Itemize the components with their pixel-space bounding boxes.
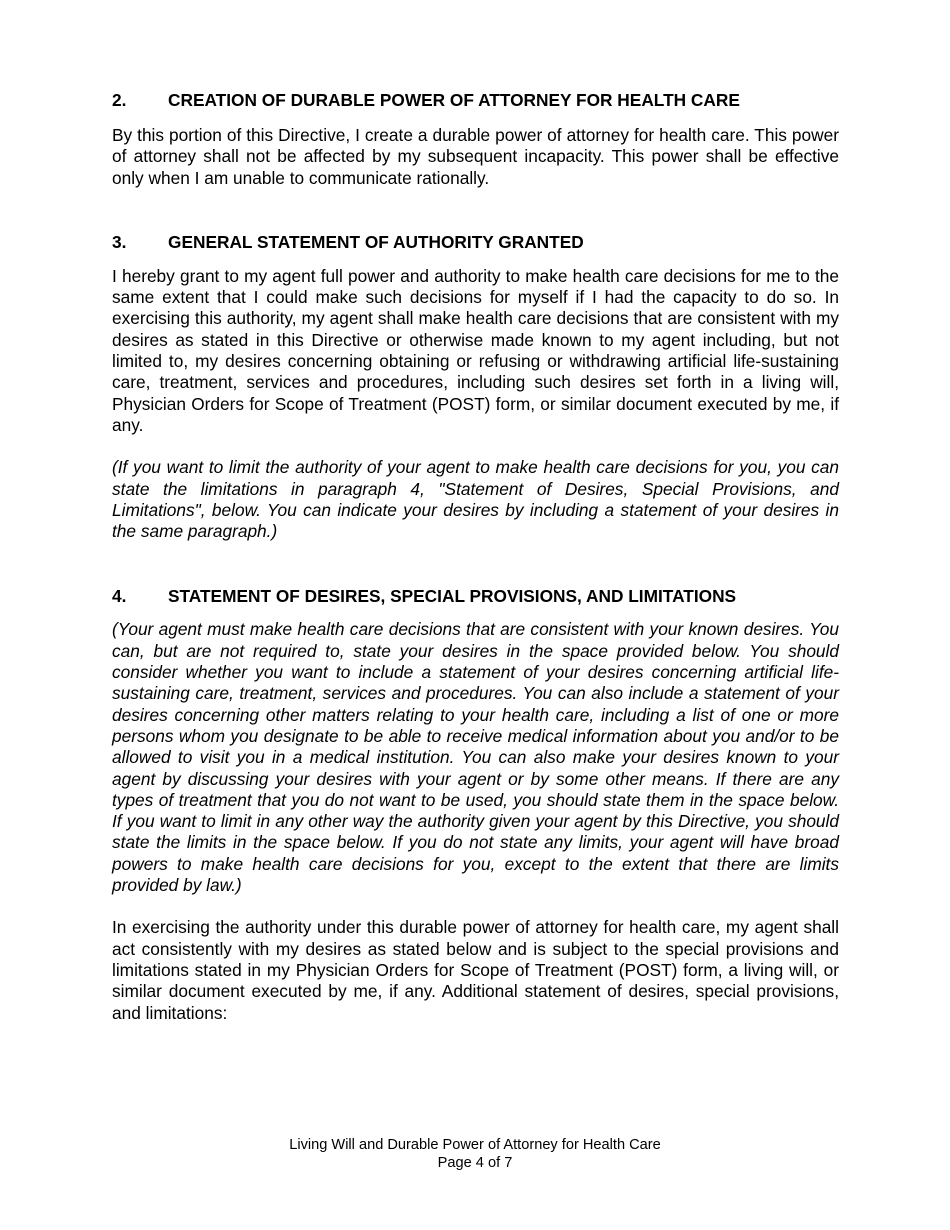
section-2: [112, 88, 839, 189]
section-number: 4.: [112, 586, 127, 607]
section-3: [112, 230, 839, 543]
body-paragraph: I hereby grant to my agent full power and authority to make health care decisions for me to the same extent that I could make such decisions for myself if I had the capacity to do so. In exercising this authority, my agent shall make health care decisions that are consistent with my desires as stated in this Directive or otherwise made known to my agent including, but not limited to, my desires concerning obtaining or refusing or withdrawing artificial life-sustaining care, treatment, services and procedures, including such desires set forth in a living will, Physician Orders for Scope of Treatment (POST) form, or similar document executed by me, if any.: [112, 265, 839, 435]
instruction-paragraph: (If you want to limit the authority of your agent to make health care decisions for you, you can state the limitations in paragraph 4, "Statement of Desires, Special Provisions, and Limitations", below. You can indicate your desires by including a statement of your desires in the same paragraph.): [112, 457, 839, 542]
body-paragraph: By this portion of this Directive, I create a durable power of attorney for health care. This power of attorney shall not be affected by my subsequent incapacity. This power shall be effective only when I am unable to communicate rationally.: [112, 125, 839, 188]
section-title: CREATION OF DURABLE POWER OF ATTORNEY FOR HEALTH CARE: [168, 90, 740, 110]
document-page: [112, 88, 839, 1024]
instruction-paragraph: (Your agent must make health care decisions that are consistent with your known desires. You can, but are not required to, state your desires in the space provided below. You should consider whether you want to include a statement of your desires concerning artificial life-sustaining care, treatment, services and procedures. You can also include a statement of your desires concerning other matters relating to your health care, including a list of one or more persons whom you designate to be able to receive medical information about you and/or to be allowed to visit you in a medical institution. You can also make your desires known to your agent by discussing your desires with your agent or by some other means. If there are any types of treatment that you do not want to be used, you should state them in the space below. If you want to limit in any other way the authority given your agent by this Directive, you should state the limits in the space below. If you do not state any limits, your agent will have broad powers to make health care decisions for you, except to the extent that there are limits provided by law.): [112, 619, 839, 896]
section-title: STATEMENT OF DESIRES, SPECIAL PROVISIONS, AND LIMITATIONS: [168, 586, 737, 607]
footer-document-title: Living Will and Durable Power of Attorney for Health Care: [289, 1137, 661, 1153]
section-4: [112, 584, 839, 1023]
section-number: 2.: [112, 90, 127, 110]
section-heading: [112, 584, 839, 608]
section-heading: [112, 88, 839, 112]
section-title: GENERAL STATEMENT OF AUTHORITY GRANTED: [168, 231, 584, 252]
section-number: 3.: [112, 231, 127, 252]
page-footer: [0, 1137, 950, 1172]
footer-page-number: Page 4 of 7: [437, 1154, 513, 1171]
section-heading: [112, 230, 839, 254]
body-paragraph: In exercising the authority under this durable power of attorney for health care, my agent shall act consistently with my desires as stated below and is subject to the special provisions and limitations stated in my Physician Orders for Scope of Treatment (POST) form, a living will, or similar document executed by me, if any. Additional statement of desires, special provisions, and limitations:: [112, 917, 839, 1023]
